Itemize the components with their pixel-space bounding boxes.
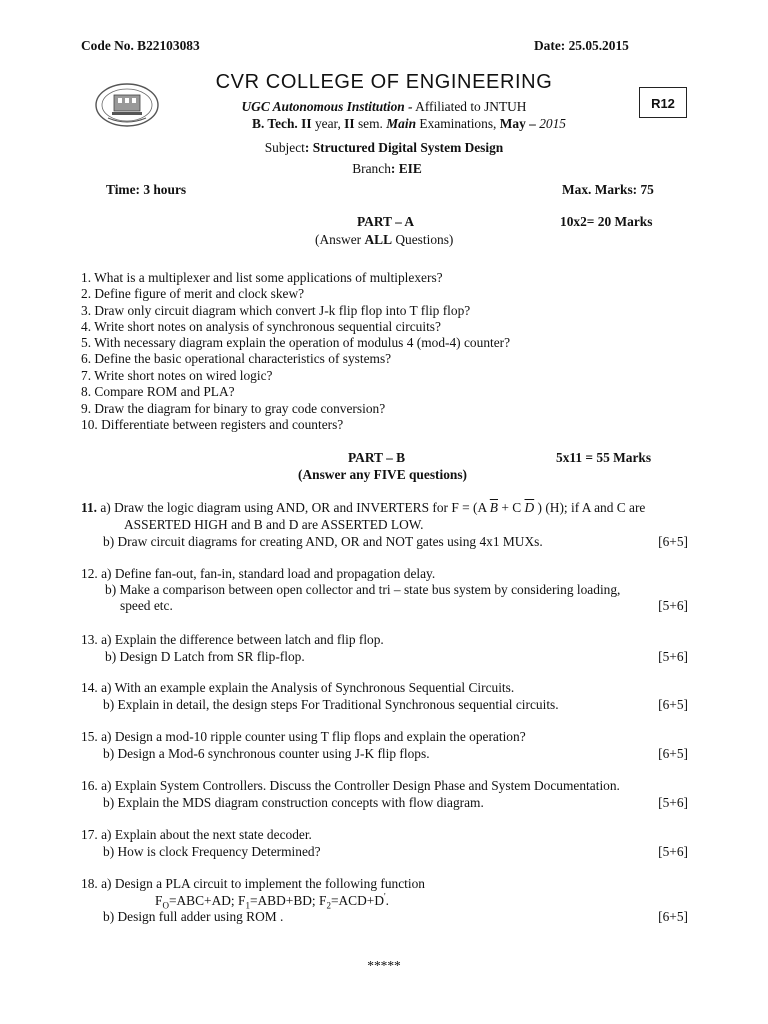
question-17-marks: [5+6] [658, 844, 688, 859]
question-11a-mid: + C [497, 500, 525, 515]
subject-line [0, 140, 768, 156]
question-13a: 13. a) Explain the difference between latch and flip flop. [81, 632, 384, 647]
question-18a: 18. a) Design a PLA circuit to implement the following function [81, 876, 425, 891]
instruction-bold: ALL [364, 232, 393, 247]
exam-year: 2015 [539, 116, 566, 131]
branch-label: Branch [352, 161, 391, 176]
f1-subscript: 1 [245, 900, 250, 911]
question-11a [81, 500, 645, 516]
year-number: II [301, 116, 312, 131]
part-a-question-10: 10. Differentiate between registers and counters? [81, 417, 344, 432]
main-label: Main [386, 116, 417, 131]
part-a-question-8: 8. Compare ROM and PLA? [81, 384, 235, 399]
question-14-marks: [6+5] [658, 697, 688, 712]
part-b-instruction: (Answer any FIVE questions) [298, 467, 468, 482]
question-12b-line2: speed etc. [120, 598, 173, 613]
question-16-marks: [5+6] [658, 795, 688, 810]
question-17b: b) How is clock Frequency Determined? [103, 844, 321, 859]
institution-line [0, 99, 768, 115]
question-12b: b) Make a comparison between open collector and tri – state bus system by considering loading, [105, 582, 621, 597]
part-a-question-4: 4. Write short notes on analysis of synchronous sequential circuits? [81, 319, 441, 334]
exam-time: Time: 3 hours [106, 182, 187, 197]
part-a-question-6: 6. Define the basic operational characteristics of systems? [81, 351, 392, 366]
part-a-question-9: 9. Draw the diagram for binary to gray code conversion? [81, 401, 386, 416]
question-11a-post: ) (H); if A and C are [534, 500, 646, 515]
part-a-question-3: 3. Draw only circuit diagram which convert J-k flip flop into T flip flop? [81, 303, 471, 318]
part-b-title: PART – B [348, 450, 406, 465]
code-number: Code No. B22103083 [81, 38, 200, 53]
f2-end: . [385, 893, 389, 908]
question-11a-line2: ASSERTED HIGH and B and D are ASSERTED LOW. [124, 517, 424, 532]
part-a-marks: 10x2= 20 Marks [560, 214, 653, 229]
question-13-marks: [5+6] [658, 649, 688, 664]
part-a-instruction [315, 232, 453, 248]
exam-date: Date: 25.05.2015 [534, 38, 629, 53]
instruction-post: Questions) [392, 232, 454, 247]
question-17a: 17. a) Explain about the next state decoder. [81, 827, 312, 842]
part-a-title: PART – A [357, 214, 415, 229]
end-marker: ***** [367, 958, 401, 973]
f0-label: F [155, 893, 163, 908]
d-complement: $\overline{D}$ [524, 500, 535, 515]
question-18-marks: [6+5] [658, 909, 688, 924]
f0-subscript: O [162, 900, 169, 911]
branch-line [0, 161, 768, 177]
subject-name: : Structured Digital System Design [304, 140, 504, 155]
question-12a: 12. a) Define fan-out, fan-in, standard load and propagation delay. [81, 566, 436, 581]
question-16b: b) Explain the MDS diagram construction concepts with flow diagram. [103, 795, 484, 810]
question-15b: b) Design a Mod-6 synchronous counter using J-K flip flops. [103, 746, 430, 761]
f2-subscript: 2 [326, 900, 331, 911]
question-12-marks: [5+6] [658, 598, 688, 613]
semester-word: sem. [357, 116, 383, 131]
max-marks: Max. Marks: 75 [562, 182, 654, 197]
semester-number: II [344, 116, 355, 131]
f1-expression: =ABD+BD; F [249, 893, 327, 908]
exam-month: May [499, 116, 526, 131]
f2-expression: =ACD+D [330, 893, 384, 908]
question-15-marks: [6+5] [658, 746, 688, 761]
part-a-question-1: 1. What is a multiplexer and list some applications of multiplexers? [81, 270, 443, 285]
question-16a: 16. a) Explain System Controllers. Discuss the Controller Design Phase and System Documentation. [81, 778, 620, 793]
question-18a-functions [155, 893, 389, 909]
instruction-pre: (Answer [315, 232, 365, 247]
question-13b: b) Design D Latch from SR flip-flop. [105, 649, 305, 664]
examinations-word: Examinations, [419, 116, 497, 131]
subject-label: Subject [264, 140, 305, 155]
question-11b: b) Draw circuit diagrams for creating AND, OR and NOT gates using 4x1 MUXs. [103, 534, 543, 549]
part-a-question-5: 5. With necessary diagram explain the operation of modulus 4 (mod-4) counter? [81, 335, 511, 350]
question-14b: b) Explain in detail, the design steps For Traditional Synchronous sequential circuits. [103, 697, 559, 712]
regulation-box: R12 [639, 87, 687, 118]
college-name: CVR COLLEGE OF ENGINEERING [215, 71, 553, 93]
exam-dash: – [529, 116, 536, 131]
question-11a-pre: a) Draw the logic diagram using AND, OR and INVERTERS for F = (A [97, 500, 490, 515]
part-b-marks: 5x11 = 55 Marks [556, 450, 652, 465]
question-14a: 14. a) With an example explain the Analysis of Synchronous Sequential Circuits. [81, 680, 515, 695]
part-a-question-7: 7. Write short notes on wired logic? [81, 368, 273, 383]
exam-line [0, 116, 768, 132]
affiliation: Affiliated to JNTUH [415, 99, 527, 114]
autonomous-label: UGC Autonomous Institution - [241, 99, 413, 114]
part-a-question-2: 2. Define figure of merit and clock skew? [81, 286, 305, 301]
question-11-number: 11. [81, 500, 97, 515]
degree: B. Tech. [252, 116, 298, 131]
question-18b: b) Design full adder using ROM . [103, 909, 284, 924]
year-word: year, [314, 116, 341, 131]
b-complement: $\overline{B}$ [489, 500, 498, 515]
question-11-marks: [6+5] [658, 534, 688, 549]
f2-prime: ' [384, 891, 386, 902]
question-15a: 15. a) Design a mod-10 ripple counter using T flip flops and explain the operation? [81, 729, 526, 744]
f0-expression: =ABC+AD; F [168, 893, 246, 908]
branch-name: : EIE [390, 161, 422, 176]
